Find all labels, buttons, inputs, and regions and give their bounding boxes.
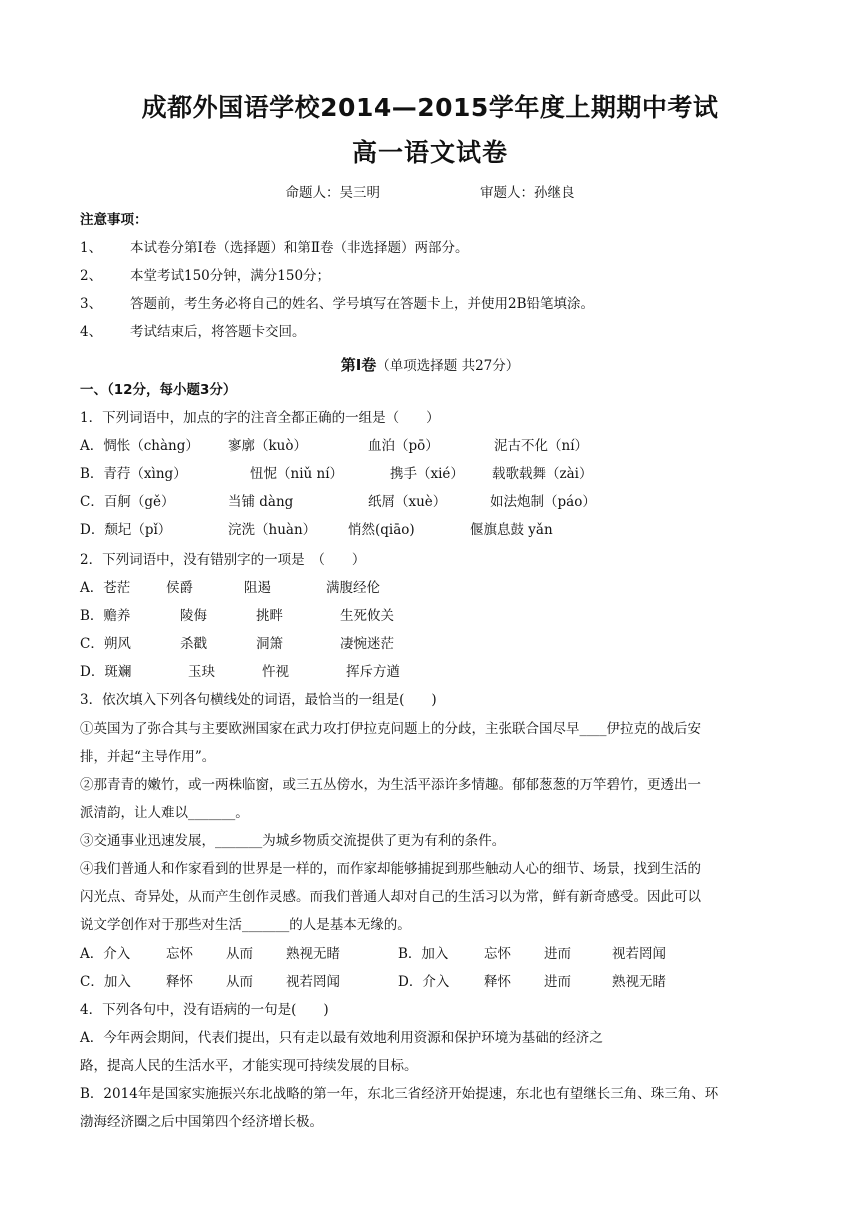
option-item: 携手（xié） <box>390 466 464 482</box>
setter-name: 命题人：吴三明 <box>285 185 380 201</box>
option-item: 浣洗（huàn） <box>228 522 317 538</box>
option-item: C．百舸（gě） <box>80 494 175 510</box>
option-row-a <box>80 436 588 456</box>
option-item: 玉玦 <box>188 664 215 680</box>
passage-line: ①英国为了弥合其与主要欧洲国家在武力攻打伊拉克问题上的分歧，主张联合国尽早____伊拉克的战后安 <box>80 721 701 737</box>
passage-line: ③交通事业迅速发展，_______为城乡物质交流提供了更为有利的条件。 <box>80 833 506 849</box>
option-item: D．介入 <box>398 974 450 990</box>
option-item: 生死攸关 <box>340 608 394 624</box>
option-item: 忤视 <box>262 664 289 680</box>
option-row-c <box>80 492 596 512</box>
option-item: D．斑斓 <box>80 664 132 680</box>
notice-text: 本堂考试150分钟，满分150分； <box>130 268 331 284</box>
notice-num: 1、 <box>80 240 103 256</box>
option-item: 血泊（pō） <box>368 438 439 454</box>
reviewer-name: 审题人：孙继良 <box>480 185 575 201</box>
option-row-d <box>80 520 553 540</box>
section-name: 第Ⅰ卷 <box>340 356 377 374</box>
option-item: 视若罔闻 <box>612 946 666 962</box>
option-item: A．惆怅（chàng） <box>80 438 199 454</box>
option-item: 挥斥方遒 <box>346 664 400 680</box>
option-item: 阻遏 <box>244 580 271 596</box>
notice-text: 考试结束后，将答题卡交回。 <box>130 324 306 340</box>
option-row-d <box>80 662 400 682</box>
notice-num: 3、 <box>80 296 103 312</box>
option-item: 挑畔 <box>256 608 283 624</box>
notice-item <box>80 294 594 314</box>
option-item: 释怀 <box>166 974 193 990</box>
section-note: （单项选择题 共27分） <box>376 358 520 374</box>
option-item: 杀戳 <box>180 636 207 652</box>
notice-num: 2、 <box>80 268 103 284</box>
notice-item <box>80 238 469 258</box>
option-line: 渤海经济圈之后中国第四个经济增长极。 <box>80 1114 323 1130</box>
notice-item <box>80 266 330 286</box>
option-item: 忘怀 <box>484 946 511 962</box>
option-item: 视若罔闻 <box>286 974 340 990</box>
option-item: D．颓圮（pǐ） <box>80 522 172 538</box>
option-item: 熟视无睹 <box>286 946 340 962</box>
option-item: 纸屑（xuè） <box>368 494 447 510</box>
option-item: 从而 <box>226 974 253 990</box>
notice-text: 答题前，考生务必将自己的姓名、学号填写在答题卡上，并使用2B铅笔填涂。 <box>130 296 595 312</box>
option-line: B．2014年是国家实施振兴东北战略的第一年，东北三省经济开始提速，东北也有望继长三角、珠三角、环 <box>80 1086 719 1102</box>
option-row-a <box>80 578 380 598</box>
option-item: 满腹经伦 <box>326 580 380 596</box>
setter-line <box>0 181 860 201</box>
option-item: B．青荇（xìng） <box>80 466 187 482</box>
passage-line: 派清韵，让人难以_______。 <box>80 805 249 821</box>
option-item: 凄惋迷茫 <box>340 636 394 652</box>
option-item: 从而 <box>226 946 253 962</box>
passage-line: 闪光点、奇异处，从而产生创作灵感。而我们普通人却对自己的生活习以为常，鲜有新奇感受。因此可以 <box>80 889 701 905</box>
passage-line: 排，并起“主导作用”。 <box>80 749 216 765</box>
passage-line: ②那青青的嫩竹，或一两株临窗，或三五丛傍水，为生活平添许多情趣。郁郁葱葱的万竿碧竹，更透出一 <box>80 777 701 793</box>
option-item: 熟视无睹 <box>612 974 666 990</box>
option-line: 路，提高人民的生活水平，才能实现可持续发展的目标。 <box>80 1058 418 1074</box>
option-item: 陵侮 <box>180 608 207 624</box>
option-item: 寥廓（kuò） <box>228 438 308 454</box>
option-row-b <box>80 464 592 484</box>
section-title <box>0 354 860 375</box>
notice-item <box>80 322 306 342</box>
part-heading: 一、（12分，每小题3分） <box>80 382 237 398</box>
question-stem: 1．下列词语中，加点的字的注音全都正确的一组是（ ） <box>80 410 440 426</box>
option-item: 侯爵 <box>166 580 193 596</box>
option-item: 如法炮制（páo） <box>490 494 596 510</box>
option-item: 泥古不化（ní） <box>494 438 589 454</box>
exam-title: 成都外国语学校2014—2015学年度上期期中考试 <box>141 93 719 122</box>
option-item: 偃旗息鼓 yǎn <box>470 522 553 538</box>
question-stem: 4．下列各句中，没有语病的一句是( ) <box>80 1002 329 1018</box>
option-row-ab <box>80 944 666 964</box>
notice-heading: 注意事项： <box>80 212 148 228</box>
option-item: 当铺 dàng <box>228 494 294 510</box>
option-item: 悄然(qiāo) <box>348 522 415 538</box>
option-item: 忸怩（niǔ ní） <box>250 466 344 482</box>
option-item: B．加入 <box>398 946 449 962</box>
option-item: C．朔风 <box>80 636 131 652</box>
option-item: 进而 <box>544 946 571 962</box>
option-item: 进而 <box>544 974 571 990</box>
exam-subtitle: 高一语文试卷 <box>351 138 508 167</box>
option-row-c <box>80 634 394 654</box>
option-item: 载歌载舞（zài） <box>492 466 593 482</box>
option-item: 释怀 <box>484 974 511 990</box>
option-line: A．今年两会期间，代表们提出，只有走以最有效地利用资源和保护环境为基础的经济之 <box>80 1030 603 1046</box>
passage-line: ④我们普通人和作家看到的世界是一样的，而作家却能够捕捉到那些触动人心的细节、场景，找到生活的 <box>80 861 701 877</box>
question-stem: 2．下列词语中，没有错别字的一项是 （ ） <box>80 552 366 568</box>
option-item: C．加入 <box>80 974 131 990</box>
option-item: 洞箫 <box>256 636 283 652</box>
option-item: 忘怀 <box>166 946 193 962</box>
question-stem: 3．依次填入下列各句横线处的词语，最恰当的一组是( ) <box>80 692 437 708</box>
notice-text: 本试卷分第Ⅰ卷（选择题）和第Ⅱ卷（非选择题）两部分。 <box>130 240 469 256</box>
passage-line: 说文学创作对于那些对生活_______的人是基本无缘的。 <box>80 917 411 933</box>
notice-num: 4、 <box>80 324 103 340</box>
option-row-cd <box>80 972 666 992</box>
option-item: A．苍茫 <box>80 580 131 596</box>
option-row-b <box>80 606 394 626</box>
option-item: B．赡养 <box>80 608 131 624</box>
option-item: A．介入 <box>80 946 131 962</box>
